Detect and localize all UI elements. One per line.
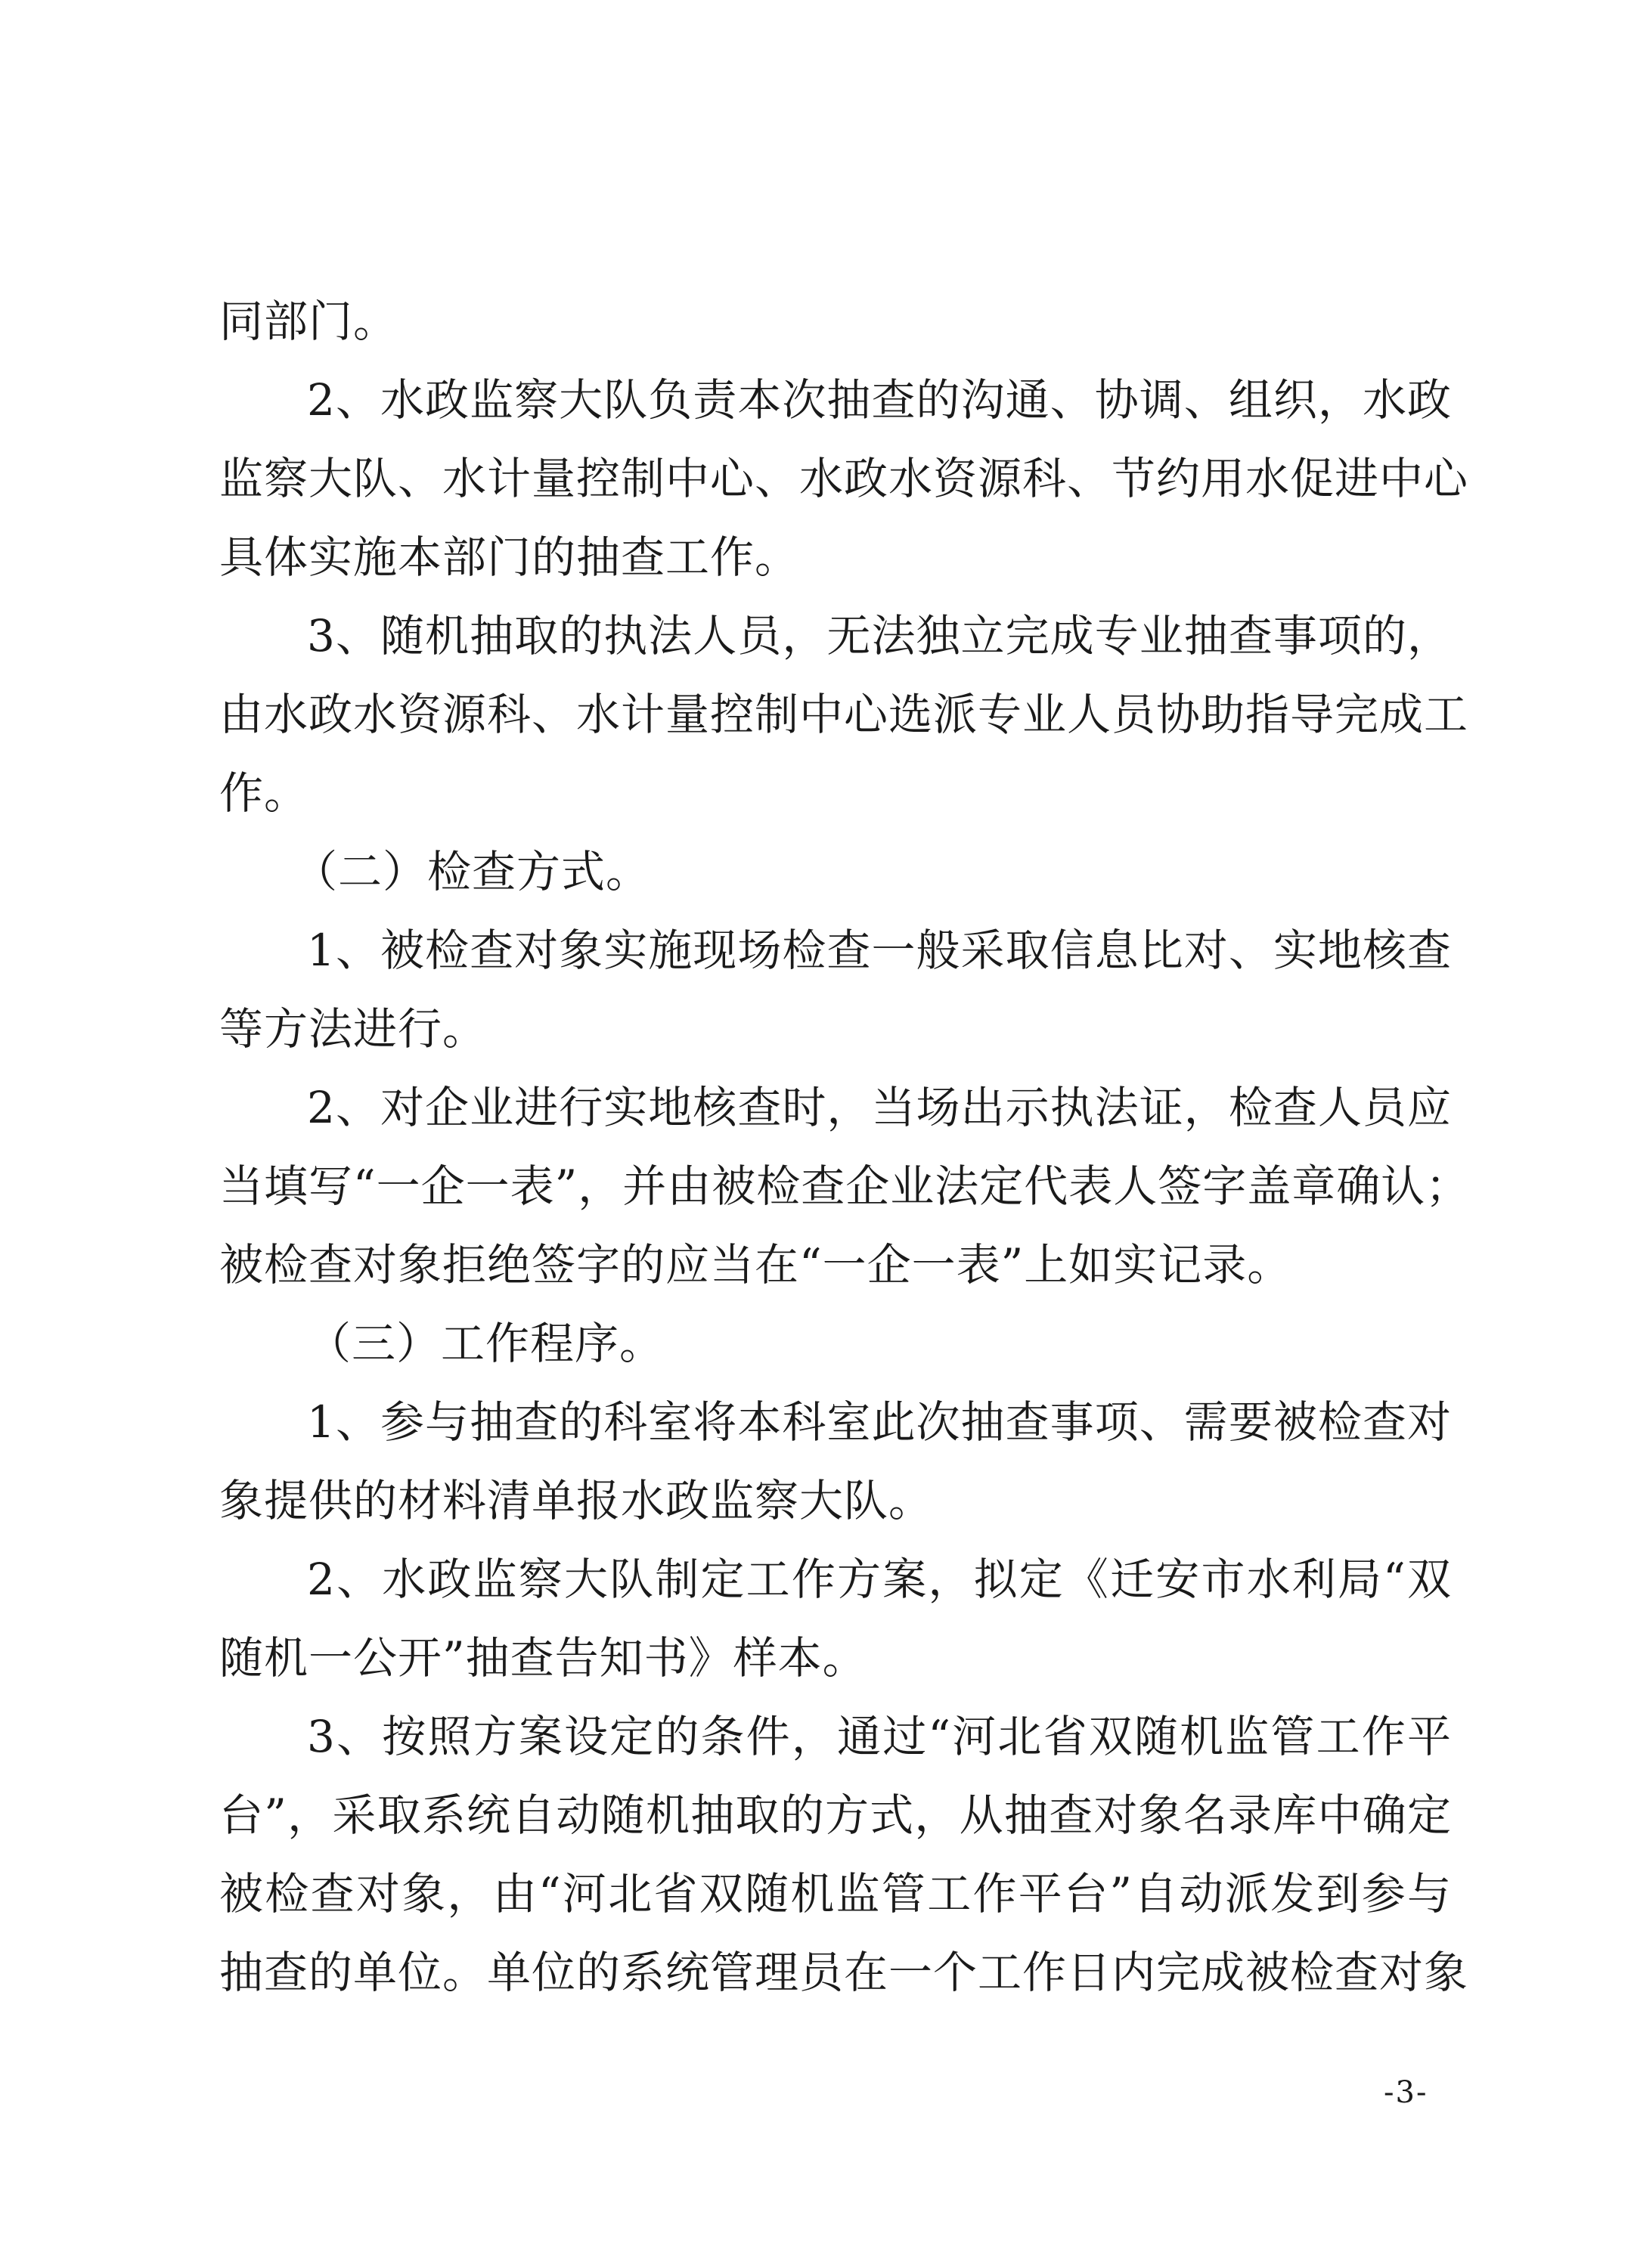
text-line: 被检查对象拒绝签字的应当在“一企一表”上如实记录。: [219, 1239, 1292, 1290]
text-line: 2、水政监察大队负责本次抽查的沟通、协调、组织，水政: [307, 374, 1452, 426]
text-line: 3、随机抽取的执法人员，无法独立完成专业抽查事项的，: [307, 610, 1452, 662]
text-line: 2、水政监察大队制定工作方案，拟定《迁安市水利局“双: [307, 1554, 1452, 1605]
text-line: 等方法进行。: [219, 1003, 488, 1055]
text-line: 当填写“一企一表”，并由被检查企业法定代表人签字盖章确认；: [219, 1160, 1471, 1212]
text-line: 随机一公开”抽查告知书》样本。: [219, 1632, 867, 1684]
text-line: 监察大队、水计量控制中心、水政水资源科、节约用水促进中心: [219, 453, 1469, 504]
text-line: 1、被检查对象实施现场检查一般采取信息比对、实地核查: [307, 925, 1452, 976]
text-line: 同部门。: [219, 296, 398, 347]
text-line: 2、对企业进行实地核查时，当场出示执法证，检查人员应: [307, 1082, 1452, 1133]
text-line: 1、参与抽查的科室将本科室此次抽查事项、需要被检查对: [307, 1396, 1452, 1448]
text-line: 象提供的材料清单报水政监察大队。: [219, 1475, 934, 1526]
text-line: 具体实施本部门的抽查工作。: [219, 531, 800, 583]
text-line: 由水政水资源科、水计量控制中心选派专业人员协助指导完成工: [219, 689, 1469, 740]
text-line: 作。: [219, 767, 309, 819]
text-line: 被检查对象，由“河北省双随机监管工作平台”自动派发到参与: [219, 1868, 1452, 1919]
text-line: 3、按照方案设定的条件，通过“河北省双随机监管工作平: [307, 1711, 1452, 1762]
text-line: 抽查的单位。单位的系统管理员在一个工作日内完成被检查对象: [219, 1947, 1469, 1998]
section-heading: （二）检查方式。: [293, 846, 651, 897]
section-heading: （三）工作程序。: [307, 1318, 665, 1369]
text-line: 台”，采取系统自动随机抽取的方式，从抽查对象名录库中确定: [219, 1789, 1452, 1841]
page-number: -3-: [1384, 2075, 1428, 2110]
